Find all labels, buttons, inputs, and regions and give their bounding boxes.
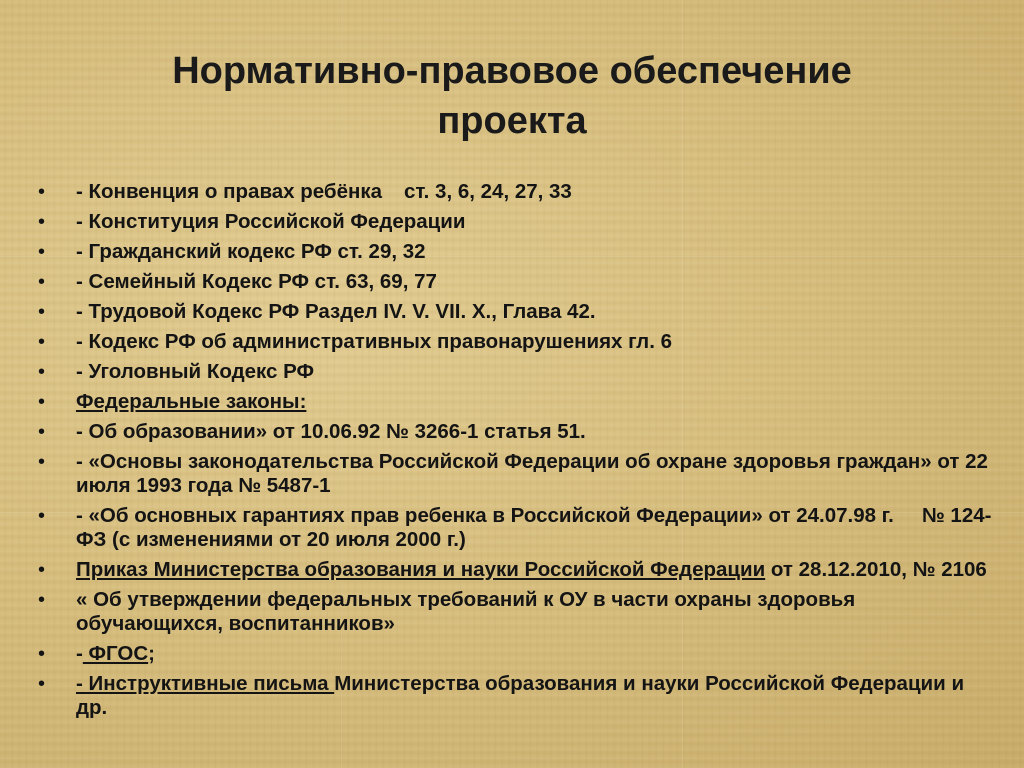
item-text: - Конвенция о правах ребёнка — [76, 180, 383, 203]
list-item — [38, 672, 994, 720]
bullet-icon: • — [38, 241, 46, 263]
bullet-icon: • — [38, 181, 46, 203]
bullet-icon: • — [38, 271, 46, 293]
item-law-number: № 124-ФЗ (с изменениями от 20 июля 2000 г.) — [76, 504, 992, 551]
list-item — [38, 558, 994, 582]
list-item — [38, 420, 994, 444]
slide-title-line2: проекта — [437, 100, 587, 142]
item-text: - Конституция Российской Федерации — [76, 210, 466, 233]
item-text: - Уголовный Кодекс РФ — [76, 360, 315, 383]
item-articles: ст. 3, 6, 24, 27, 33 — [404, 180, 572, 203]
bullet-icon: • — [38, 589, 46, 611]
list-item — [38, 270, 994, 294]
instruction-letters-link: - Инструктивные письма — [76, 672, 335, 695]
item-text: - Гражданский кодекс РФ ст. 29, 32 — [76, 240, 426, 263]
bullet-icon: • — [38, 451, 46, 473]
bullet-icon: • — [38, 673, 46, 695]
item-text: - «Основы законодательства Российской Федерации об охране здоровья граждан» от 22 июля 1993 года № 5487-1 — [76, 450, 988, 497]
federal-laws-heading: Федеральные законы: — [76, 390, 307, 413]
item-text: - «Об основных гарантиях прав ребенка в Российской Федерации» от 24.07.98 г. — [76, 504, 894, 527]
bullet-icon: • — [38, 559, 46, 581]
list-item — [38, 504, 994, 552]
list-item — [38, 180, 994, 204]
bullet-list — [38, 180, 994, 726]
bullet-icon: • — [38, 643, 46, 665]
bullet-icon: • — [38, 421, 46, 443]
fgos-link: ФГОС — [82, 642, 149, 665]
list-item — [38, 240, 994, 264]
bullet-icon: • — [38, 331, 46, 353]
item-text: - Трудовой Кодекс РФ Раздел IV. V. VII. X., Глава 42. — [76, 300, 596, 323]
item-text: Министерства образования и науки Российской Федерации и др. — [76, 672, 965, 719]
bullet-icon: • — [38, 391, 46, 413]
item-dash: - — [76, 642, 83, 665]
ministry-order-link: Приказ Министерства образования и науки Российской Федерации — [76, 558, 766, 581]
list-item — [38, 330, 994, 354]
bullet-icon: • — [38, 301, 46, 323]
list-item — [38, 210, 994, 234]
list-item — [38, 360, 994, 384]
item-text: « Об утверждении федеральных требований к ОУ в части охраны здоровья обучающихся, воспитанников» — [76, 588, 856, 635]
list-item — [38, 642, 994, 666]
item-text: - Кодекс РФ об административных правонарушениях гл. 6 — [76, 330, 672, 353]
bullet-icon: • — [38, 505, 46, 527]
list-item — [38, 390, 994, 414]
item-text: - Об образовании» от 10.06.92 № 3266-1 статья 51. — [76, 420, 586, 443]
bullet-icon: • — [38, 211, 46, 233]
list-item — [38, 450, 994, 498]
item-order-date: от 28.12.2010, № 2106 — [770, 558, 987, 581]
slide-title-line1: Нормативно-правовое обеспечение — [172, 50, 852, 92]
bullet-icon: • — [38, 361, 46, 383]
slide-title — [60, 46, 964, 146]
item-semicolon: ; — [148, 642, 155, 665]
item-text: - Семейный Кодекс РФ ст. 63, 69, 77 — [76, 270, 437, 293]
list-item — [38, 588, 994, 636]
list-item — [38, 300, 994, 324]
